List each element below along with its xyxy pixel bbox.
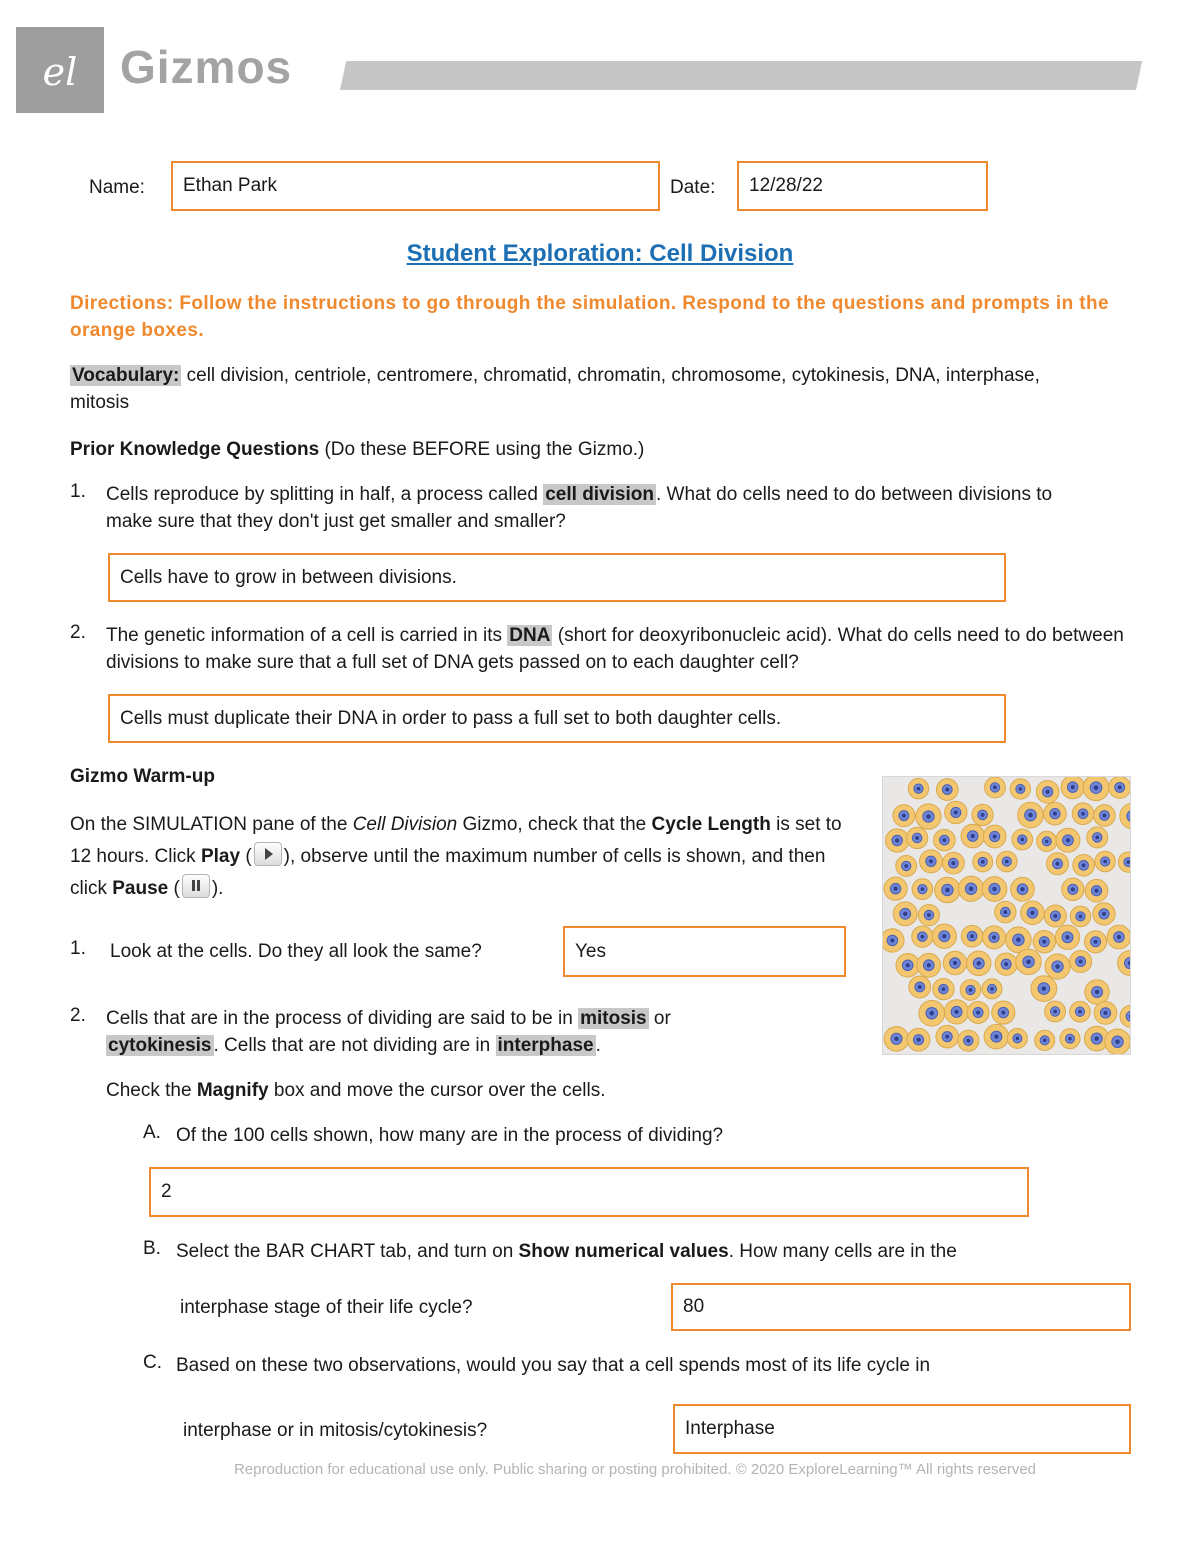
brand-name: Gizmos (120, 41, 293, 93)
play-button-icon (254, 842, 282, 866)
prior-q2-number: 2. (70, 622, 86, 643)
warmup-q1-answer[interactable]: Yes (563, 926, 846, 977)
cell-icon (908, 778, 928, 798)
cell-icon (919, 850, 942, 873)
cell-icon (1045, 954, 1070, 979)
qc-letter: C. (143, 1352, 162, 1373)
qa-letter: A. (143, 1122, 161, 1143)
prior-q1-answer[interactable]: Cells have to grow in between divisions. (108, 553, 1006, 602)
cell-icon (933, 978, 954, 999)
cell-icon (958, 876, 983, 901)
cell-icon (919, 1000, 945, 1026)
date-field[interactable]: 12/28/22 (737, 161, 988, 211)
cell-icon (1055, 925, 1079, 949)
cell-icon (1105, 1029, 1130, 1054)
cell-icon (982, 979, 1002, 999)
cell-icon (942, 852, 964, 874)
cell-icon (912, 879, 933, 900)
qc-text: Based on these two observations, would you say that a cell spends most of its life cycle in (176, 1355, 931, 1376)
cell-icon (1118, 951, 1130, 976)
cell-icon (896, 953, 920, 977)
prior-q1-text: Cells reproduce by splitting in half, a process called cell division . What do cells need to do between divisions to make sure that they don't just get smaller and smaller? (106, 484, 1053, 532)
cell-icon (985, 777, 1006, 798)
name-label: Name: (89, 177, 145, 198)
cell-icon (918, 904, 939, 925)
cell-icon (1073, 854, 1095, 876)
cell-icon (992, 1001, 1015, 1024)
magnify-instruction: Check the Magnify box and move the cursor over the cells. (106, 1080, 606, 1101)
cell-icon (893, 805, 915, 827)
cell-icon (1011, 877, 1035, 901)
cell-icon (917, 953, 941, 977)
cell-icon (1070, 950, 1092, 972)
cell-icon (1033, 930, 1055, 952)
qb-text: Select the BAR CHART tab, and turn on Show numerical values. How many cells are in the (176, 1241, 957, 1262)
cell-icon (1035, 1030, 1055, 1050)
qb-letter: B. (143, 1238, 161, 1259)
cell-icon (936, 779, 958, 801)
cell-icon (984, 1024, 1009, 1049)
cell-icon (1093, 903, 1115, 925)
cell-icon (958, 1030, 979, 1051)
warmup-q1-number: 1. (70, 938, 86, 959)
prior-q2-answer[interactable]: Cells must duplicate their DNA in order to pass a full set to both daughter cells. (108, 694, 1006, 743)
footer: Reproduction for educational use only. Public sharing or posting prohibited. © 2020 ExploreLearning™ All rights reserved (233, 1461, 1037, 1478)
cell-icon (1070, 906, 1091, 927)
vocabulary-terms: cell division, centriole, centromere, chromatid, chromatin, chromosome, cytokinesis, DNA, interphase, mitosis (70, 365, 1040, 413)
warmup-q2-text: Cells that are in the process of dividing are said to be in mitosis or cytokinesis . Cells that are not dividing are in interphase . (106, 1008, 671, 1056)
prior-q1-number: 1. (70, 481, 86, 502)
qb-text-line2: interphase stage of their life cycle? (180, 1297, 473, 1318)
cell-icon (1085, 879, 1108, 902)
cell-icon (916, 804, 941, 829)
cell-icon (909, 976, 931, 998)
cell-icon (1094, 1001, 1117, 1024)
warmup-intro: On the SIMULATION pane of the Cell Division Gizmo, check that the Cycle Length is set to 12 hours. Click Play ( ), observe until the maximum number of cells is shown, and then click Pause ( ). (70, 814, 842, 899)
cell-icon (1044, 802, 1067, 825)
prior-knowledge-heading: Prior Knowledge Questions (Do these BEFORE using the Gizmo.) (70, 439, 645, 460)
cell-icon (1031, 976, 1057, 1002)
cell-icon (1083, 777, 1109, 801)
cell-icon (983, 825, 1006, 848)
cell-icon (896, 856, 917, 877)
cell-icon (960, 980, 981, 1001)
cell-icon (944, 1000, 968, 1024)
cell-icon (995, 901, 1016, 922)
cell-icon (1118, 852, 1130, 872)
cell-icon (883, 929, 904, 952)
cell-icon (1109, 777, 1130, 798)
cell-icon (1056, 828, 1080, 852)
cell-icon (967, 951, 991, 975)
cell-icon (1021, 901, 1045, 925)
svg-text:el: el (42, 50, 78, 94)
cell-icon (1047, 853, 1069, 875)
cell-icon (945, 801, 967, 823)
cell-icon (1010, 779, 1030, 799)
header-bar (340, 61, 1142, 90)
cell-icon (1016, 949, 1042, 975)
cell-icon (893, 902, 917, 926)
vocabulary-label: Vocabulary: (72, 365, 180, 386)
cell-icon (907, 1028, 930, 1051)
cell-icon (995, 953, 1017, 975)
cell-icon (972, 804, 993, 825)
cell-icon (983, 926, 1006, 949)
cell-icon (1062, 878, 1084, 900)
cell-icon (1061, 777, 1084, 799)
cell-icon (1037, 831, 1057, 851)
cell-icon (906, 827, 927, 848)
cell-icon (1036, 780, 1059, 803)
qc-answer[interactable]: Interphase (673, 1404, 1131, 1454)
cell-icon (932, 924, 956, 948)
cells-simulation-image (882, 776, 1131, 1055)
cell-icon (912, 926, 933, 947)
cell-icon (943, 951, 966, 974)
cell-icon (935, 877, 960, 902)
cell-icon (996, 851, 1017, 872)
cell-icon (967, 1001, 989, 1023)
cell-icon (885, 829, 908, 852)
pause-button-icon (182, 874, 210, 898)
cell-icon (982, 877, 1007, 902)
cell-icon (1095, 851, 1115, 871)
cell-icon (936, 1025, 959, 1048)
directions: Directions: Follow the instructions to go through the simulation. Respond to the questions and prompts in the orange boxes. (70, 293, 1109, 341)
vocabulary (70, 362, 1070, 416)
qa-text: Of the 100 cells shown, how many are in the process of dividing? (176, 1125, 724, 1146)
cell-icon (1072, 803, 1094, 825)
prior-q2-text: The genetic information of a cell is carried in its DNA (short for deoxyribonucleic acid). What do cells need to do between divisions to make sure that a full set of DNA gets passed on to each daughter cell? (106, 625, 1124, 673)
cell-icon (884, 877, 907, 900)
cell-icon (1018, 802, 1044, 828)
cell-icon (1087, 827, 1108, 848)
page-title: Student Exploration: Cell Division (406, 240, 794, 267)
cell-icon (961, 824, 985, 848)
cell-icon (884, 1026, 909, 1051)
warmup-q1-text: Look at the cells. Do they all look the same? (110, 941, 482, 962)
date-label: Date: (670, 177, 716, 198)
cell-icon (1107, 925, 1130, 949)
cell-icon (1094, 805, 1116, 827)
cell-icon (934, 829, 956, 851)
name-field[interactable]: Ethan Park (171, 161, 660, 211)
cell-icon (1085, 980, 1110, 1005)
cell-icon (1007, 1028, 1027, 1048)
qb-answer[interactable]: 80 (671, 1283, 1131, 1331)
qc-text-line2: interphase or in mitosis/cytokinesis? (183, 1420, 488, 1441)
cell-icon (1120, 803, 1130, 829)
gizmos-logo-icon (16, 27, 104, 113)
cell-icon (973, 852, 993, 872)
cell-icon (1070, 1001, 1091, 1022)
cell-icon (1045, 1001, 1066, 1022)
cell-icon (1084, 931, 1106, 953)
cell-icon (1060, 1029, 1080, 1049)
cell-icon (961, 925, 983, 947)
cell-icon (1012, 829, 1033, 850)
qa-answer[interactable]: 2 (149, 1167, 1029, 1217)
warmup-q2-number: 2. (70, 1005, 86, 1026)
cell-icon (1120, 1005, 1130, 1027)
cell-icon (1044, 905, 1066, 927)
warmup-heading: Gizmo Warm-up (70, 766, 215, 787)
